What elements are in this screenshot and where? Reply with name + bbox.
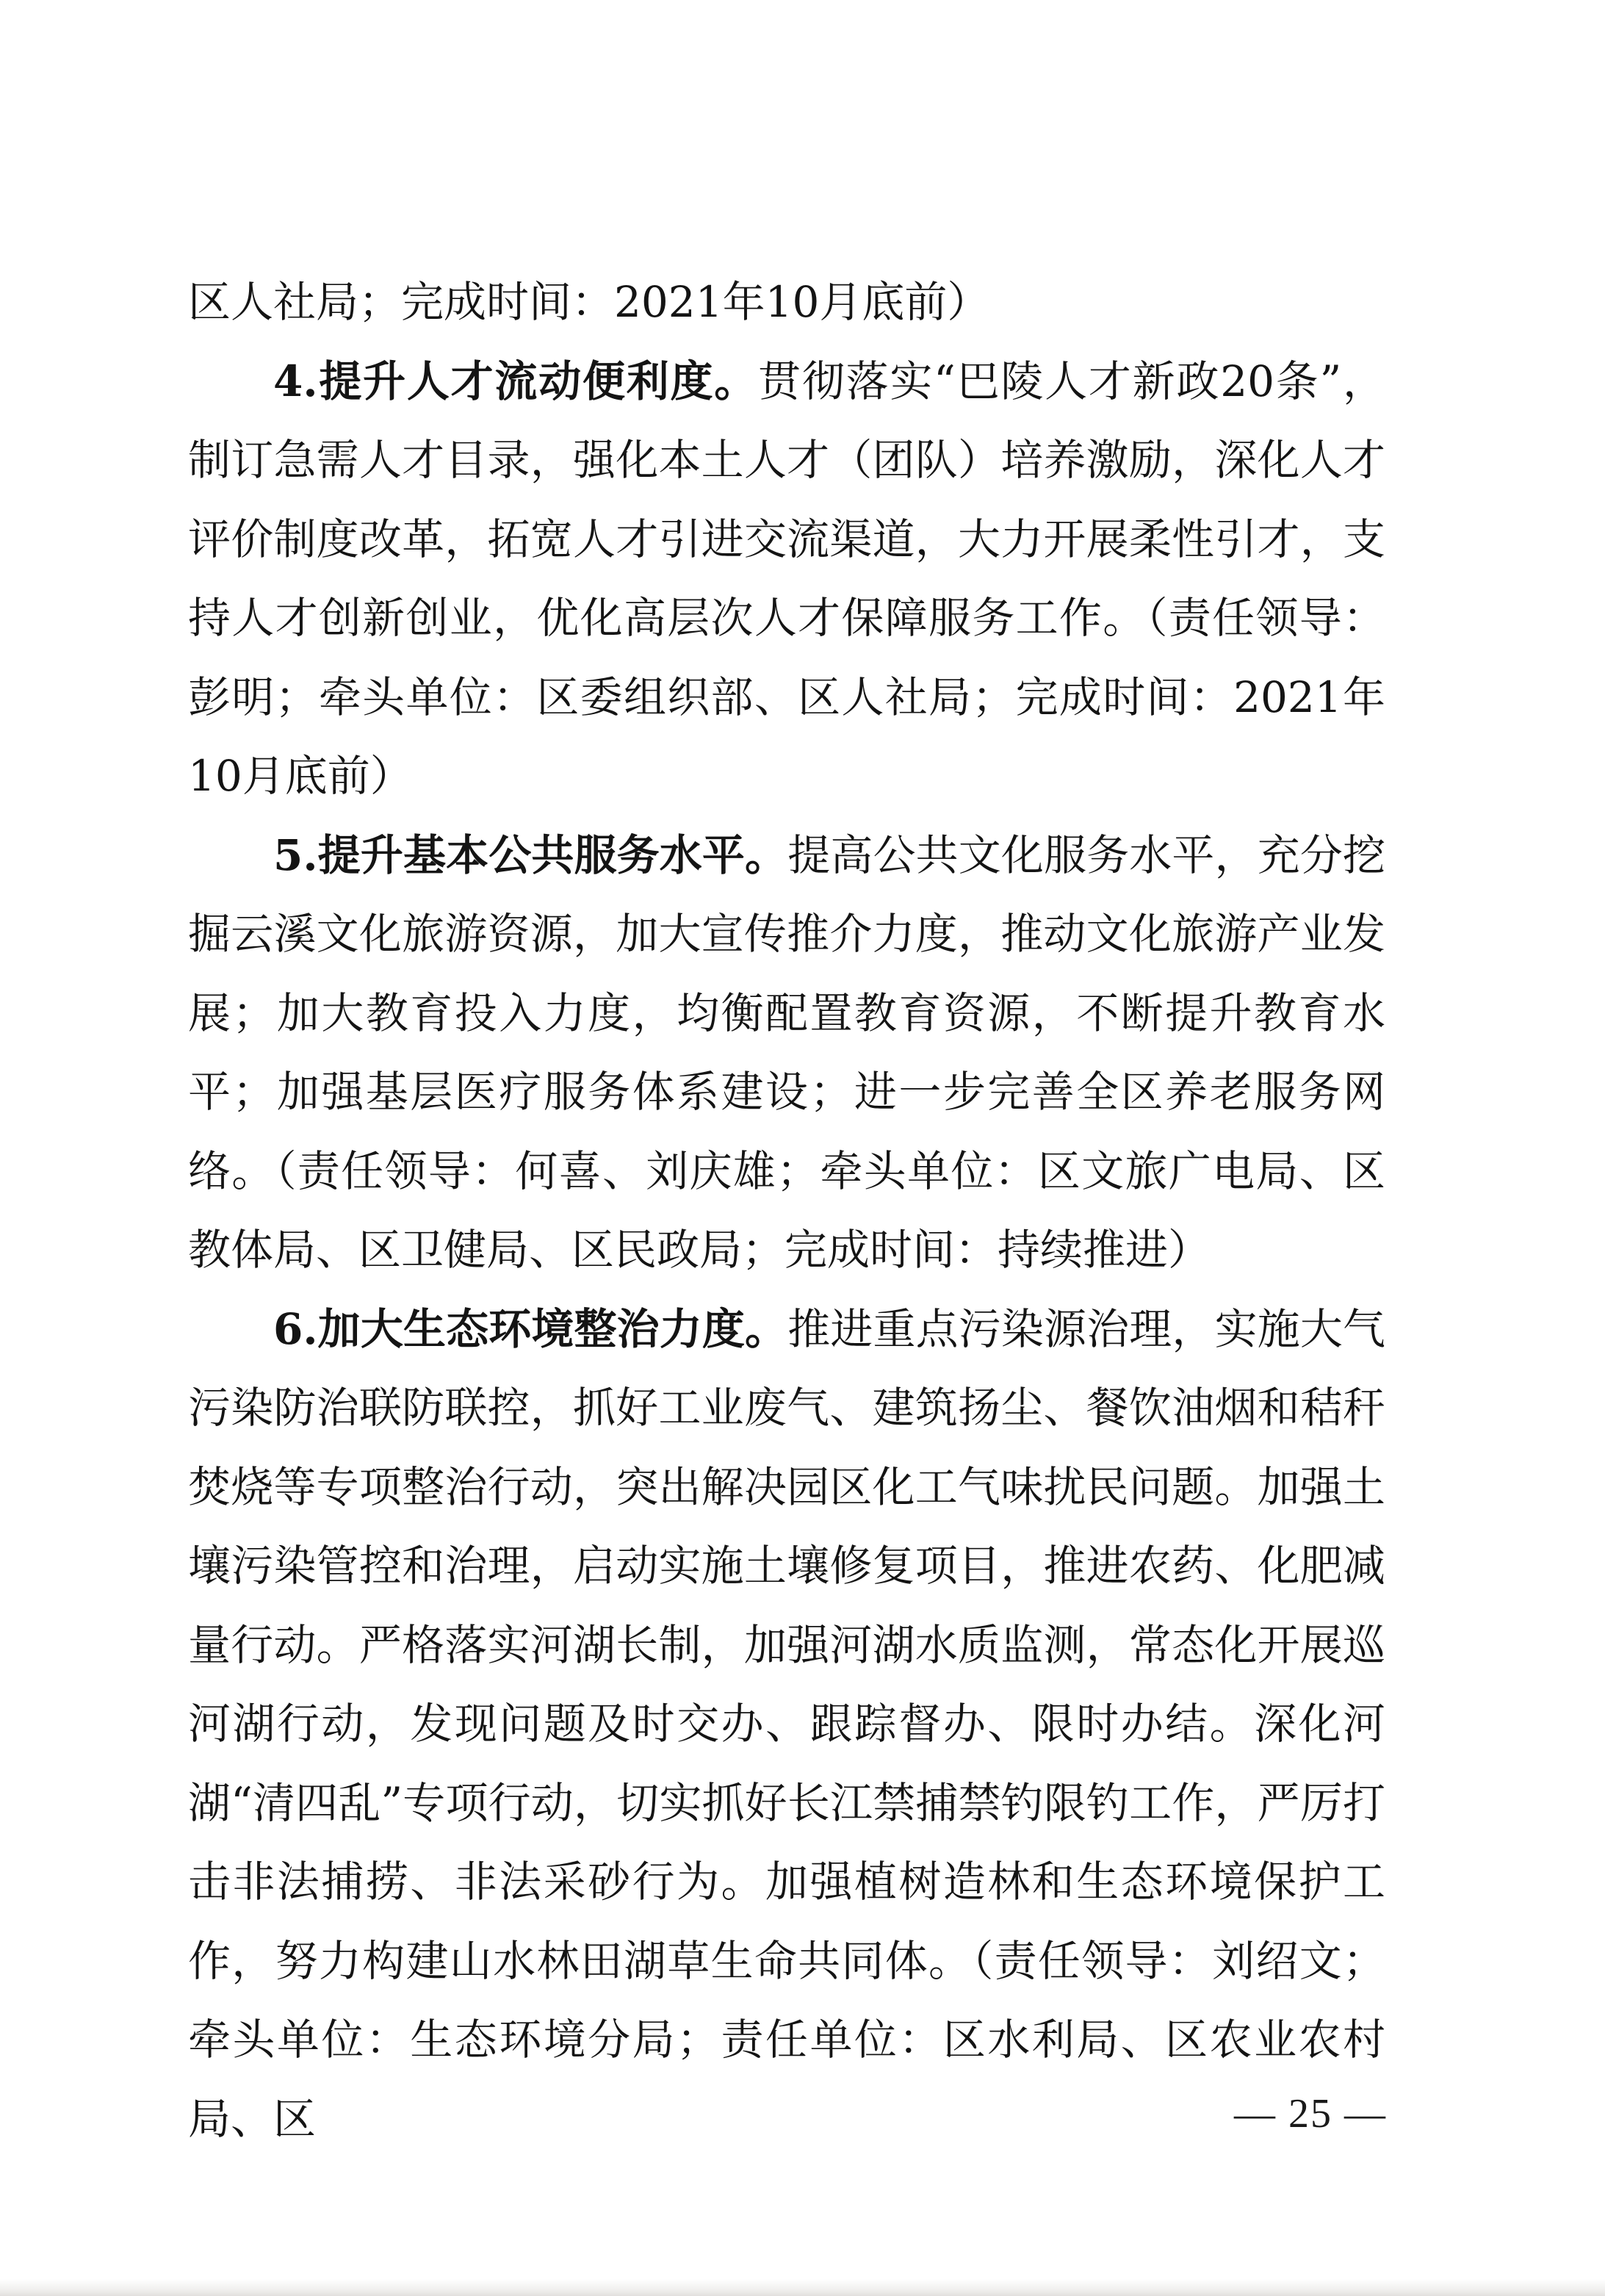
page-number: — 25 — [1234, 2091, 1387, 2137]
scan-edge-shadow [0, 2279, 1605, 2296]
paragraph-text: 区人社局；完成时间：2021年10月底前） [188, 277, 990, 327]
paragraph-item-6 [188, 1290, 1385, 2159]
paragraph-item-4 [188, 342, 1385, 816]
paragraph-continuation [188, 263, 1385, 342]
paragraph-text: 推进重点污染源治理，实施大气污染防治联防联控，抓好工业废气、建筑扬尘、餐饮油烟和秸秆焚烧等专项整治行动，突出解决园区化工气味扰民问题。加强土壤污染管控和治理，启动实施土壤修复项目，推进农药、化肥减量行动。严格落实河湖长制，加强河湖水质监测，常态化开展巡河湖行动，发现问题及时交办、跟踪督办、限时办结。深化河湖“清四乱”专项行动，切实抓好长江禁捕禁钓限钓工作，严厉打击非法捕捞、非法采砂行为。加强植树造林和生态环境保护工作，努力构建山水林田湖草生命共同体。（责任领导：刘绍文；牵头单位：生态环境分局；责任单位：区水利局、区农业农村局、区 [188, 1303, 1385, 2144]
document-body [188, 263, 1385, 2159]
item-heading: 4.提升人才流动便利度。 [273, 356, 759, 406]
paragraph-item-5 [188, 816, 1385, 1290]
item-heading: 5.提升基本公共服务水平。 [273, 829, 788, 880]
paragraph-text: 贯彻落实“巴陵人才新政20条”，制订急需人才目录，强化本土人才（团队）培养激励，深化人才评价制度改革，拓宽人才引进交流渠道，大力开展柔性引才，支持人才创新创业，优化高层次人才保障服务工作。（责任领导：彭明；牵头单位：区委组织部、区人社局；完成时间：2021年10月底前） [188, 356, 1385, 801]
item-heading: 6.加大生态环境整治力度。 [273, 1303, 788, 1354]
paragraph-text: 提高公共文化服务水平，充分挖掘云溪文化旅游资源，加大宣传推介力度，推动文化旅游产业发展；加大教育投入力度，均衡配置教育资源，不断提升教育水平；加强基层医疗服务体系建设；进一步完善全区养老服务网络。（责任领导：何喜、刘庆雄；牵头单位：区文旅广电局、区教体局、区卫健局、区民政局；完成时间：持续推进） [188, 829, 1385, 1275]
